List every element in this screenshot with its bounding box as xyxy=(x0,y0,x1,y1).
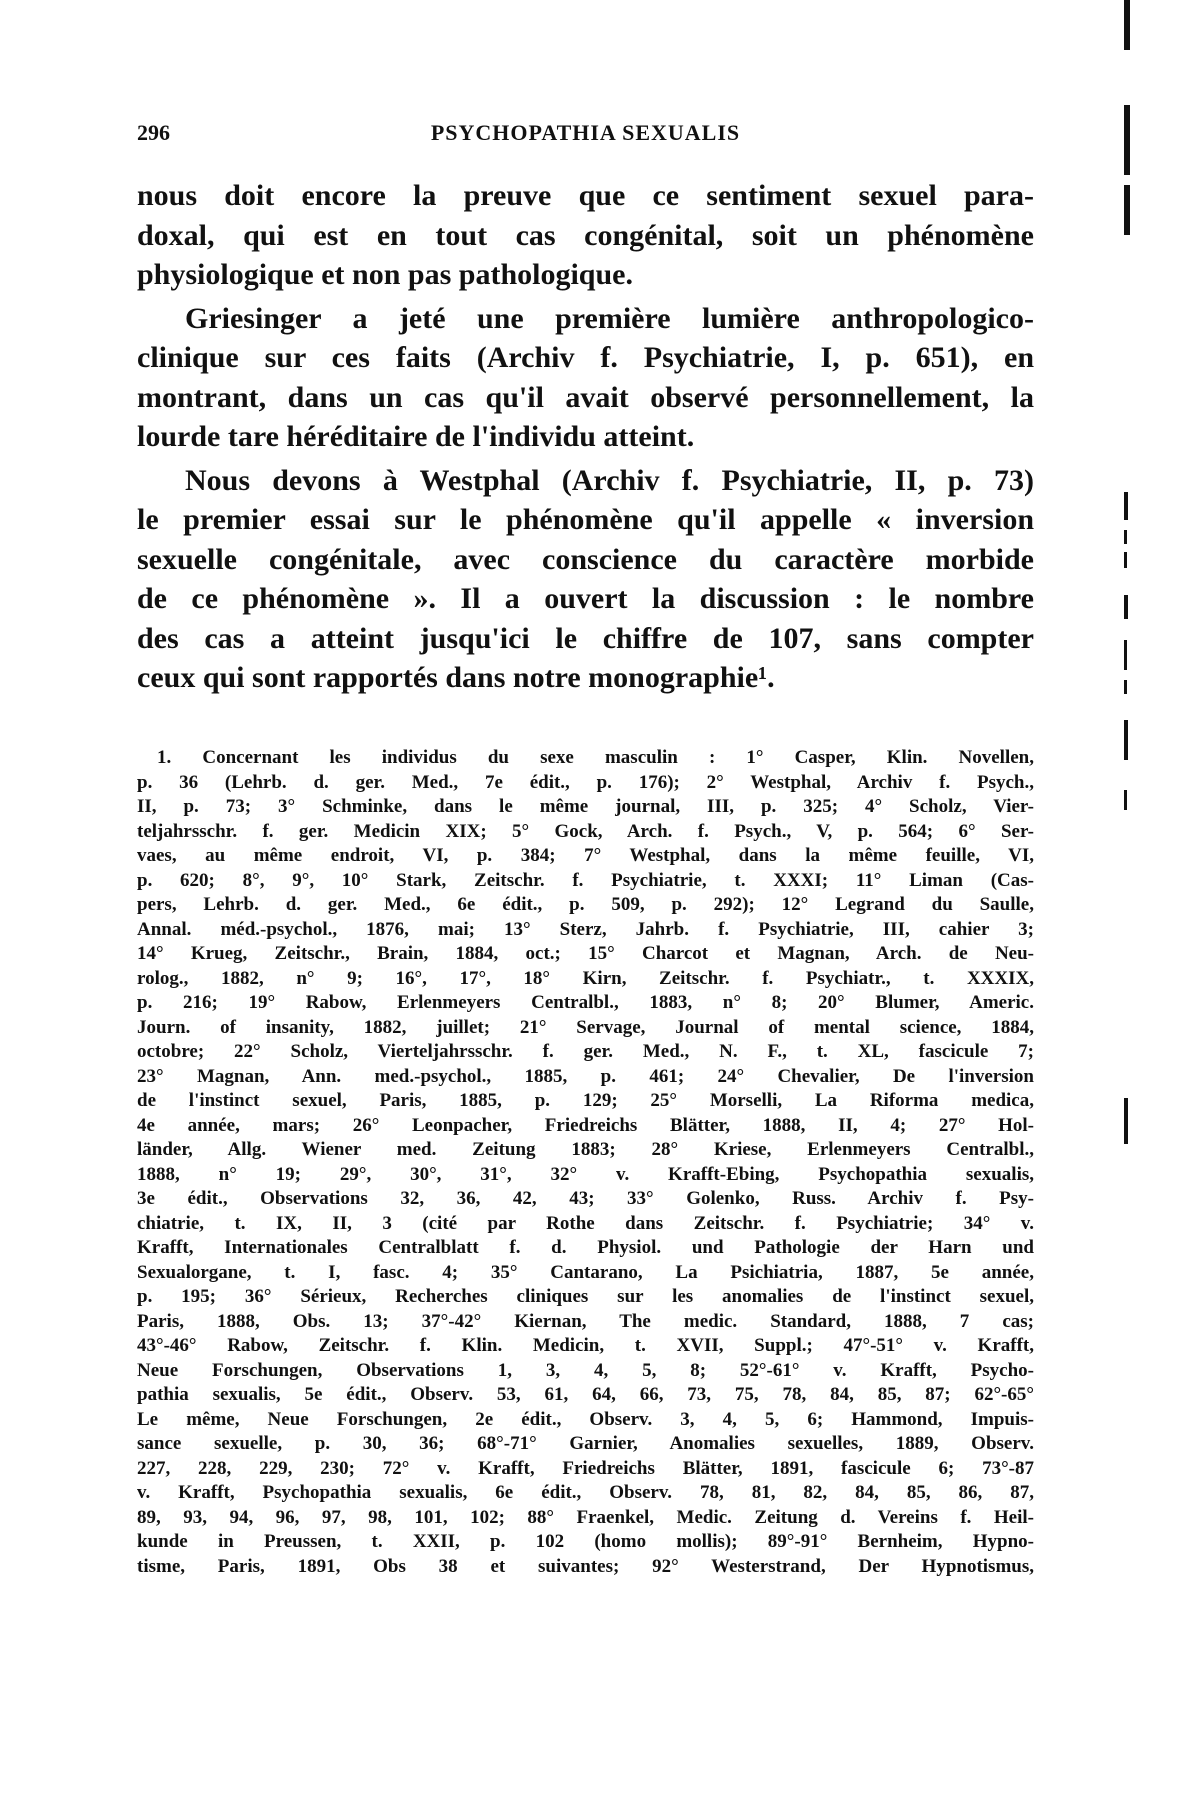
running-title: PSYCHOPATHIA SEXUALIS xyxy=(430,120,741,145)
footnote-line: 1888, n° 19; 29°, 30°, 31°, 32° v. Krafft-Ebing, Psychopathia sexualis, xyxy=(137,1163,1034,1185)
footnote-line: Le même, Neue Forschungen, 2e édit., Observ. 3, 4, 5, 6; Hammond, Impuis- xyxy=(137,1408,1034,1430)
footnote-line: tisme, Paris, 1891, Obs 38 et suivantes; 92° Westerstrand, Der Hypnotismus, xyxy=(137,1555,1034,1577)
footnote-line: Annal. méd.-psychol., 1876, mai; 13° Sterz, Jahrb. f. Psychiatrie, III, cahier 3; xyxy=(137,918,1034,940)
footnote-line: v. Krafft, Psychopathia sexualis, 6e édit., Observ. 78, 81, 82, 84, 85, 86, 87, xyxy=(137,1482,1034,1503)
footnote-line: p. 195; 36° Sérieux, Recherches cliniques sur les anomalies de l'instinct sexuel, xyxy=(137,1286,1034,1307)
body-line: ceux qui sont rapportés dans notre monographie¹. xyxy=(137,661,775,694)
scan-mark xyxy=(1124,680,1127,694)
footnote-line: vaes, au même endroit, VI, p. 384; 7° Westphal, dans la même feuille, VI, xyxy=(137,845,1034,866)
scan-mark xyxy=(1124,595,1128,619)
footnote-line: pathia sexualis, 5e édit., Observ. 53, 61, 64, 66, 73, 75, 78, 84, 85, 87; 62°-65° xyxy=(137,1384,1034,1405)
footnote-line: 1. Concernant les individus du sexe masculin : 1° Casper, Klin. Novellen, xyxy=(157,747,1034,768)
body-line: lourde tare héréditaire de l'individu atteint. xyxy=(137,420,695,453)
body-line: clinique sur ces faits (Archiv f. Psychiatrie, I, p. 651), en xyxy=(137,341,1034,374)
footnote-line: pers, Lehrb. d. ger. Med., 6e édit., p. 509, p. 292); 12° Legrand du Saulle, xyxy=(137,894,1034,915)
footnote-line: Paris, 1888, Obs. 13; 37°-42° Kiernan, The medic. Standard, 1888, 7 cas; xyxy=(137,1310,1034,1332)
body-line: Nous devons à Westphal (Archiv f. Psychiatrie, II, p. 73) xyxy=(185,463,1034,497)
body-line: le premier essai sur le phénomène qu'il appelle « inversion xyxy=(137,503,1034,536)
scan-mark xyxy=(1124,530,1127,544)
body-line: nous doit encore la preuve que ce sentiment sexuel para- xyxy=(137,179,1034,212)
footnote-line: 89, 93, 94, 96, 97, 98, 101, 102; 88° Fraenkel, Medic. Zeitung d. Vereins f. Heil- xyxy=(137,1506,1034,1528)
scan-mark xyxy=(1124,0,1130,50)
footnote-line: Neue Forschungen, Observations 1, 3, 4, 5, 8; 52°-61° v. Krafft, Psycho- xyxy=(137,1359,1034,1381)
body-line: Griesinger a jeté une première lumière anthropologico- xyxy=(185,301,1034,335)
body-line: de ce phénomène ». Il a ouvert la discussion : le nombre xyxy=(137,582,1034,615)
footnote-line: p. 36 (Lehrb. d. ger. Med., 7e édit., p. 176); 2° Westphal, Archiv f. Psych., xyxy=(137,771,1034,793)
body-line: physiologique et non pas pathologique. xyxy=(137,258,633,291)
footnote-line: länder, Allg. Wiener med. Zeitung 1883; 28° Kriese, Erlenmeyers Centralbl., xyxy=(137,1139,1034,1160)
footnote-line: p. 620; 8°, 9°, 10° Stark, Zeitschr. f. Psychiatrie, t. XXXI; 11° Liman (Cas- xyxy=(137,869,1034,891)
footnote-line: 4e année, mars; 26° Leonpacher, Friedreichs Blätter, 1888, II, 4; 27° Hol- xyxy=(137,1114,1034,1136)
footnote-line: chiatrie, t. IX, II, 3 (cité par Rothe dans Zeitschr. f. Psychiatrie; 34° v. xyxy=(137,1212,1034,1234)
footnote-line: octobre; 22° Scholz, Vierteljahrsschr. f. ger. Med., N. F., t. XL, fascicule 7; xyxy=(137,1041,1034,1062)
footnote-line: 3e édit., Observations 32, 36, 42, 43; 33° Golenko, Russ. Archiv f. Psy- xyxy=(137,1188,1034,1209)
footnote-line: Sexualorgane, t. I, fasc. 4; 35° Cantarano, La Psichiatria, 1887, 5e année, xyxy=(137,1261,1034,1283)
footnote-line: 14° Krueg, Zeitschr., Brain, 1884, oct.; 15° Charcot et Magnan, Arch. de Neu- xyxy=(137,943,1034,964)
scan-mark xyxy=(1124,1098,1128,1144)
footnote-line: teljahrsschr. f. ger. Medicin XIX; 5° Gock, Arch. f. Psych., V, p. 564; 6° Ser- xyxy=(137,820,1034,842)
body-line: doxal, qui est en tout cas congénital, soit un phénomène xyxy=(137,218,1034,252)
scan-mark xyxy=(1124,492,1128,520)
scan-mark xyxy=(1124,720,1128,760)
footnote-line: rolog., 1882, n° 9; 16°, 17°, 18° Kirn, Zeitschr. f. Psychiatr., t. XXXIX, xyxy=(137,967,1034,989)
footnote-line: II, p. 73; 3° Schminke, dans le même journal, III, p. 325; 4° Scholz, Vier- xyxy=(137,796,1034,817)
body-line: des cas a atteint jusqu'ici le chiffre de 107, sans compter xyxy=(137,621,1034,655)
footnote-line: 43°-46° Rabow, Zeitschr. f. Klin. Medicin, t. XVII, Suppl.; 47°-51° v. Krafft, xyxy=(137,1335,1034,1356)
footnote-line: 23° Magnan, Ann. med.-psychol., 1885, p. 461; 24° Chevalier, De l'inversion xyxy=(137,1065,1034,1087)
footnote-line: sance sexuelle, p. 30, 36; 68°-71° Garnier, Anomalies sexuelles, 1889, Observ. xyxy=(137,1433,1034,1454)
scan-mark xyxy=(1124,105,1130,175)
scan-mark xyxy=(1124,552,1127,568)
footnote xyxy=(137,746,1034,1579)
page-number: 296 xyxy=(137,120,170,145)
scan-mark xyxy=(1124,185,1130,235)
body-line: montrant, dans un cas qu'il avait observé personnellement, la xyxy=(137,380,1034,414)
footnote-line: de l'instinct sexuel, Paris, 1885, p. 129; 25° Morselli, La Riforma medica, xyxy=(137,1090,1034,1111)
footnote-line: Journ. of insanity, 1882, juillet; 21° Servage, Journal of mental science, 1884, xyxy=(137,1016,1034,1038)
footnote-line: p. 216; 19° Rabow, Erlenmeyers Centralbl., 1883, n° 8; 20° Blumer, Americ. xyxy=(137,992,1034,1013)
body-text xyxy=(137,176,1034,698)
page-header xyxy=(137,120,1034,150)
footnote-line: kunde in Preussen, t. XXII, p. 102 (homo mollis); 89°-91° Bernheim, Hypno- xyxy=(137,1531,1034,1552)
footnote-line: Krafft, Internationales Centralblatt f. d. Physiol. und Pathologie der Harn und xyxy=(137,1237,1034,1258)
footnote-line: 227, 228, 229, 230; 72° v. Krafft, Friedreichs Blätter, 1891, fascicule 6; 73°-87 xyxy=(137,1457,1034,1479)
scan-mark xyxy=(1124,790,1127,810)
body-line: sexuelle congénitale, avec conscience du caractère morbide xyxy=(137,542,1034,576)
scan-mark xyxy=(1124,640,1127,670)
